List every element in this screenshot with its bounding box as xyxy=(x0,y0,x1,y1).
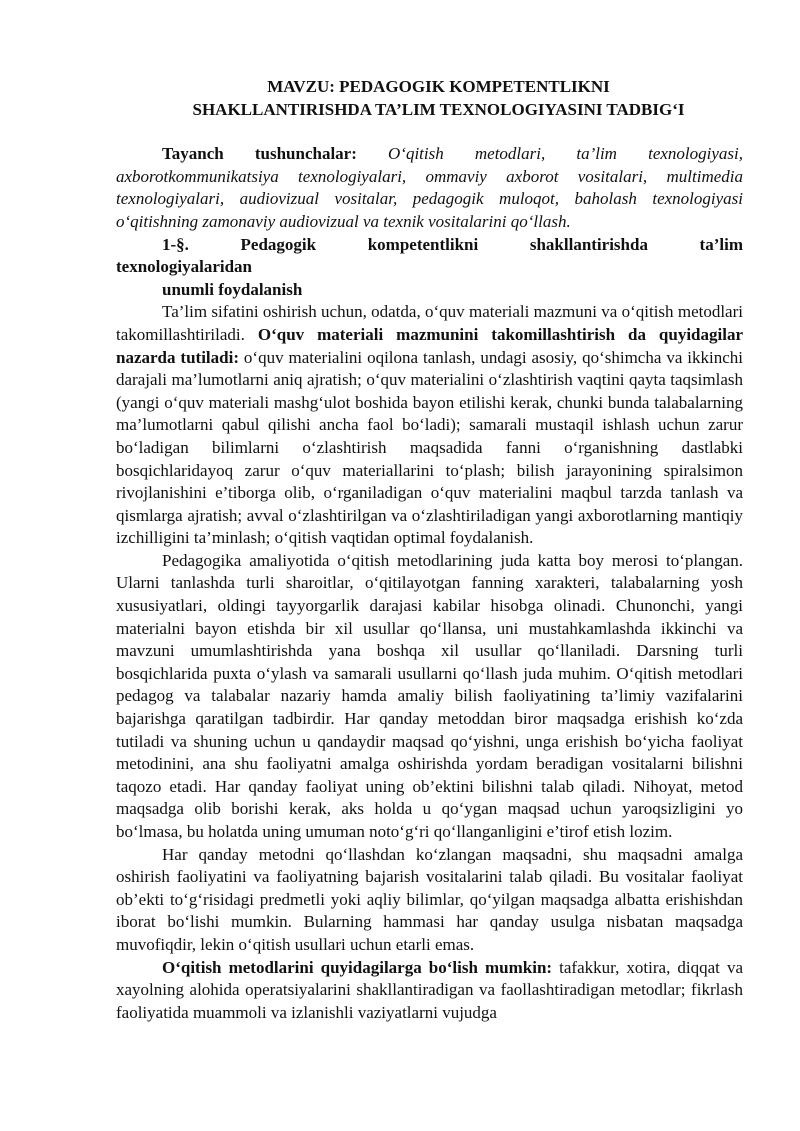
paragraph-4 xyxy=(116,957,743,1025)
section-heading-cont: texnologiyalaridan xyxy=(116,257,253,277)
document-page xyxy=(116,76,743,1024)
title-spacer xyxy=(116,121,743,143)
key-concepts-label: Tayanch tushunchalar: xyxy=(162,144,357,164)
document-title xyxy=(116,76,743,121)
paragraph-1-start: Ta’lim sifatini oshirish uchun, odatda, o‘quv materiali mazmuni va o‘qitish metodlari takomillashtiriladi. xyxy=(116,302,743,344)
paragraph-3: Har qanday metodni qo‘llashdan ko‘zlangan maqsadni, shu maqsadni amalga oshirish faoliyatini va faoliyatning bajarish vositalarini talab qiladi. Bu vositalar faoliyat ob’ekti to‘g‘risidagi predmetli yoki aqliy bilimlar, qo‘yilgan maqsadga albatta erishishdan iborat bo‘lishi mumkin. Bularning hammasi har qanday usulga nisbatan maqsadga muvofiqdir, lekin o‘qitish usullari uchun etarli emas. xyxy=(116,844,743,954)
title-line-2: SHAKLLANTIRISHDA TA’LIM TEXNOLOGIYASINI TADBIG‘I xyxy=(192,99,685,119)
key-concepts-text: O‘qitish metodlari, ta’lim texnologiyasi, axborotkommunikatsiya texnologiyalari, ommaviy axborot vositalari, multimedia texnologiyalari, audiovizual vositalar, pedagogik muloqot, baholash texnologiyasi o‘qitishning zamonaviy audiovizual va texnik vositalarini qo‘llash. xyxy=(116,144,743,231)
key-concepts-paragraph xyxy=(116,143,743,233)
paragraph-2: Pedagogika amaliyotida o‘qitish metodlarining juda katta boy merosi to‘plangan. Ularni tanlashda turli sharoitlar, o‘qitilayotgan fanning xarakteri, talabalarning yosh xususiyatlari, oldingi tayyorgarlik darajasi kabilar hisobga olinadi. Chunonchi, yangi materialni bayon etishda bir xil usullar qo‘llansa, uni mustahkamlashda ikkinchi va mavzuni umumlashtirishda yana boshqa xil usullar qo‘llaniladi. Darsning turli bosqichlarida puxta o‘ylash va samarali usullarni qo‘llash juda muhim. O‘qitish metodlari pedagog va talabalar nazariy hamda amaliy bilish faoliyatining ta’limiy vazifalarini bajarishga qaratilgan tadbirdir. Har qanday metoddan biror maqsadga erishish ko‘zda tutiladi va shuning uchun u qandaydir maqsad qo‘yishni, unga erishish bo‘yicha faoliyat metodinini, ana shu faoliyatni amalga oshirishda yordam beradigan vositalarni bilishni taqozo etadi. Har qanday faoliyat uning ob’ektini bilishni talab qiladi. Nihoyat, metod maqsadga olib borishi kerak, aks holda u qo‘ygan maqsad uchun yaroqsizligini yo bo‘lmasa, bu holatda uning umuman noto‘g‘ri qo‘llanganligini e’tirof etish lozim. xyxy=(116,550,743,841)
title-line-1: MAVZU: PEDAGOGIK KOMPETENTLIKNI xyxy=(267,77,610,96)
section-heading-end: unumli foydalanish xyxy=(162,279,303,299)
paragraph-4-rest: tafakkur, xotira, diqqat va xayolning alohida operatsiyalarini shakllantiradigan va faollashtiradigan metodlar; fikrlash faoliyatida muammoli va izlanishli vaziyatlarni vujudga xyxy=(116,957,743,1022)
paragraph-1-bold: O‘quv materiali mazmunini takomillashtirish da quyidagilar nazarda tutiladi: xyxy=(116,324,743,367)
paragraph-1-rest: o‘quv materialini oqilona tanlash, undagi asosiy, qo‘shimcha va ikkinchi darajali ma’lumotlarni aniq ajratish; o‘quv materialini o‘zlashtirish vaqtini qayta taqsimlash (yangi o‘quv materiali mashg‘ulot boshida bayon etilishi kerak, chunki bunda talabalarning ma’lumotlarni qabul qilishi ancha faol bo‘ladi); samarali mustaqil ishlash uchun zarur bo‘ladigan bilimlarni o‘zlashtirish maqsadida fanni o‘rganishning dastlabki bosqichlaridayoq zarur o‘quv materiallarini to‘plash; bilish jarayonining spiralsimon rivojlanishini e’tiborga olib, o‘rganiladigan o‘quv materialini maqbul tarzda tanlash va qismlarga ajratish; avval o‘zlashtirilgan va o‘zlashtiriladigan yangi axborotlarning mantiqiy izchilligini ta’minlash; o‘qitish vaqtidan optimal foydalanish. xyxy=(116,347,744,548)
section-heading: 1-§. Pedagogik kompetentlikni shakllantirishda ta’lim xyxy=(162,234,743,254)
paragraph-1 xyxy=(116,301,743,550)
paragraph-4-bold: O‘qitish metodlarini quyidagilarga bo‘lish mumkin: xyxy=(162,957,553,977)
